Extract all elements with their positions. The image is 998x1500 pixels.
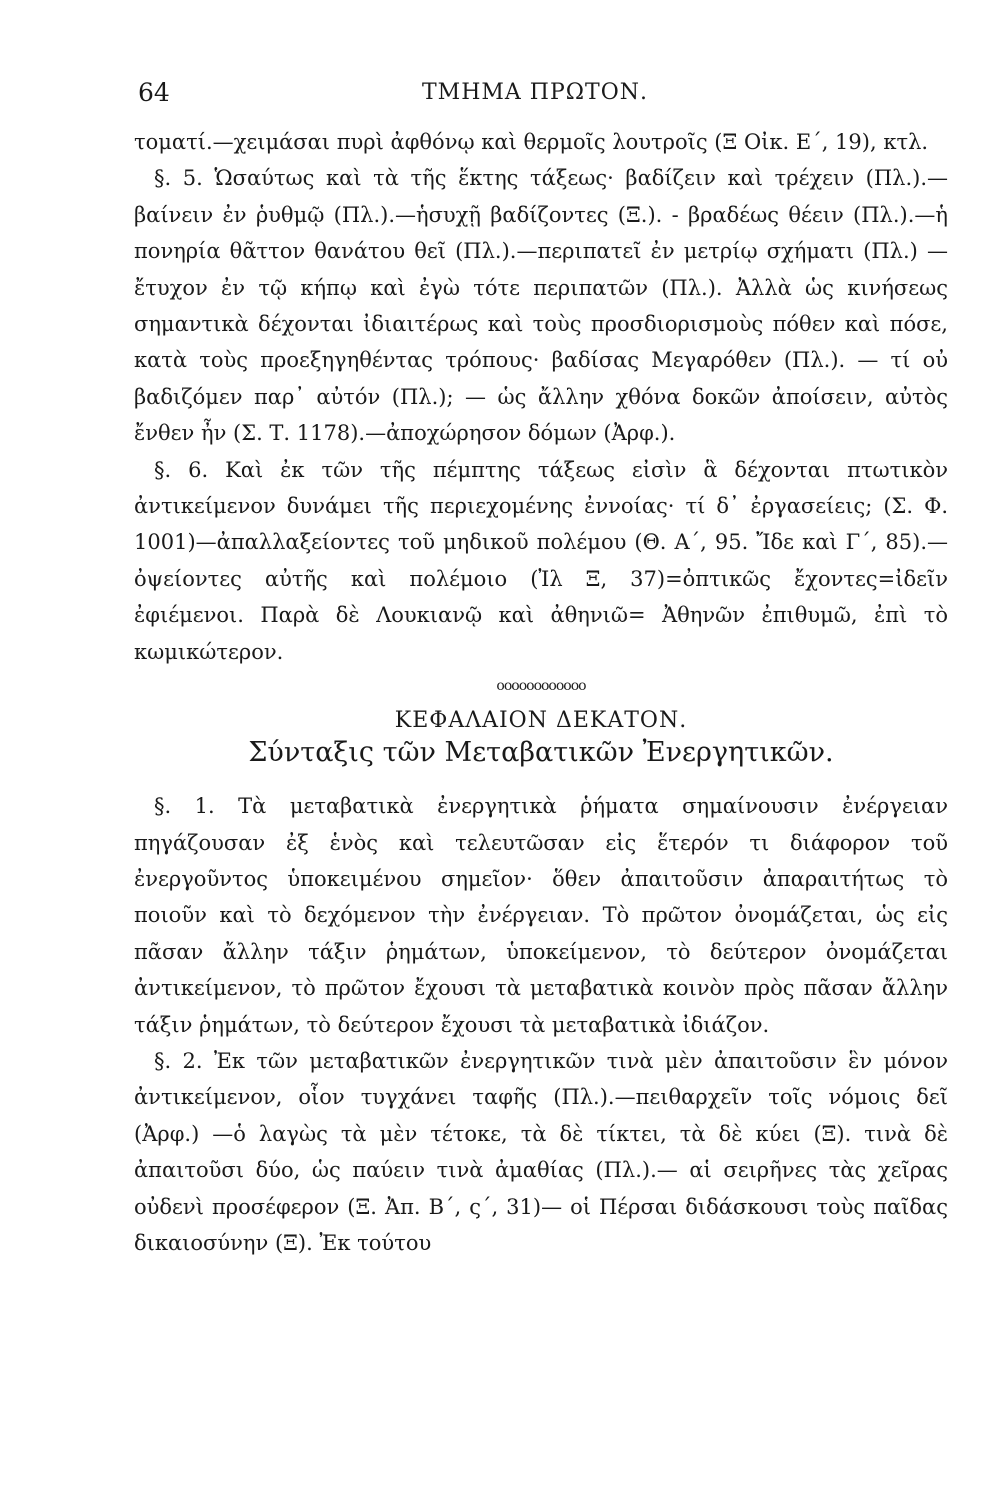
paragraph-section-6: §. 6. Καὶ ἐκ τῶν τῆς πέμπτης τάξεως εἰσὶν ἃ δέχονται πτωτικὸν ἀντικείμενον δυνάμει τῆς περιεχομένης ἐννοίας· τί δ᾽ ἐργασείεις; (Σ. Φ. 1001)—ἀπαλλαξείοντες τοῦ μηδικοῦ πολέμου (Θ. Α΄, 95. Ἴδε καὶ Γ΄, 85).—ὀψείοντες αὐτῆς καὶ πολέμοιο (Ἰλ Ξ, 37)=ὀπτικῶς ἔχοντες=ἰδεῖν ἐφιέμενοι. Παρὰ δὲ Λουκιανῷ καὶ ἀθηνιῶ= Ἀθηνῶν ἐπιθυμῶ, ἐπὶ τὸ κωμικώτερον. [134, 457, 948, 664]
paragraph-section-2: §. 2. Ἐκ τῶν μεταβατικῶν ἐνεργητικῶν τινὰ μὲν ἀπαιτοῦσιν ἓν μόνον ἀντικείμενον, οἷον τυγχάνει ταφῆς (Πλ.).—πειθαρχεῖν τοῖς νόμοις δεῖ (Ἀρφ.) —ὁ λαγὼς τὰ μὲν τέτοκε, τὰ δὲ τίκτει, τὰ δὲ κύει (Ξ). τινὰ δὲ ἀπαιτοῦσι δύο, ὡς παύειν τινὰ ἀμαθίας (Πλ.).— αἱ σειρῆνες τὰς χεῖρας οὐδενὶ προσέφερον (Ξ. Ἀπ. Β΄, ς΄, 31)— οἱ Πέρσαι διδάσκουσι τοὺς παῖδας δικαιοσύνην (Ξ). Ἐκ τούτου [134, 1048, 948, 1255]
ornament-divider: oooooooooooo [496, 678, 586, 695]
chapter-title: ΚΕΦΑΛΑΙΟΝ ΔΕΚΑΤΟΝ. [394, 708, 688, 734]
paragraph-section-1: §. 1. Τὰ μεταβατικὰ ἐνεργητικὰ ῥήματα σημαίνουσιν ἐνέργειαν πηγάζουσαν ἐξ ἑνὸς καὶ τελευτῶσαν εἰς ἕτερόν τι διάφορον τοῦ ἐνεργοῦντος ὑποκειμένου σημεῖον· ὅθεν ἀπαιτοῦσιν ἀπαραιτήτως τὸ ποιοῦν καὶ τὸ δεχόμενον τὴν ἐνέργειαν. Τὸ πρῶτον ὀνομάζεται, ὡς εἰς πᾶσαν ἄλλην τάξιν ῥημάτων, ὑποκείμενον, τὸ δεύτερον ὀνομάζεται ἀντικείμενον, τὸ πρῶτον ἔχουσι τὰ μεταβατικὰ κοινὸν πρὸς πᾶσαν ἄλλην τάξιν ῥημάτων, τὸ δεύτερον ἔχουσι τὰ μεταβατικὰ ἰδιάζον. [134, 794, 948, 1037]
paragraph-continuation: τοματί.—χειμάσαι πυρὶ ἀφθόνῳ καὶ θερμοῖς λουτροῖς (Ξ Οἰκ. Ε΄, 19), κτλ. [134, 130, 929, 154]
page-number: 64 [138, 78, 170, 107]
running-head: ΤΜΗΜΑ ΠΡΩΤΟΝ. [422, 80, 648, 105]
paragraph-section-5: §. 5. Ὡσαύτως καὶ τὰ τῆς ἕκτης τάξεως· βαδίζειν καὶ τρέχειν (Πλ.).—βαίνειν ἐν ῥυθμῷ (Πλ.).—ἡσυχῇ βαδίζοντες (Ξ.). - βραδέως θέειν (Πλ.).—ἡ πονηρία θᾶττον θανάτου θεῖ (Πλ.).—περιπατεῖ ἐν μετρίῳ σχήματι (Πλ.) —ἔτυχον ἐν τῷ κήπῳ καὶ ἐγὼ τότε περιπατῶν (Πλ.). Ἀλλὰ ὡς κινήσεως σημαντικὰ δέχονται ἰδιαιτέρως καὶ τοὺς προσδιορισμοὺς πόθεν καὶ πόσε, κατὰ τοὺς προεξηγηθέντας τρόπους· βαδίσας Μεγαρόθεν (Πλ.). — τί οὐ βαδιζόμεν παρ᾽ αὐτόν (Πλ.); — ὡς ἄλλην χθόνα δοκῶν ἀποίσειν, αὐτὸς ἔνθεν ἦν (Σ. Τ. 1178).—ἀποχώρησον δόμων (Ἀρφ.). [134, 166, 948, 446]
page-header [134, 78, 948, 118]
chapter-subtitle: Σύνταξις τῶν Μεταβατικῶν Ἐνεργητικῶν. [248, 737, 834, 769]
section-bottom [134, 788, 948, 1261]
section-top [134, 124, 948, 670]
